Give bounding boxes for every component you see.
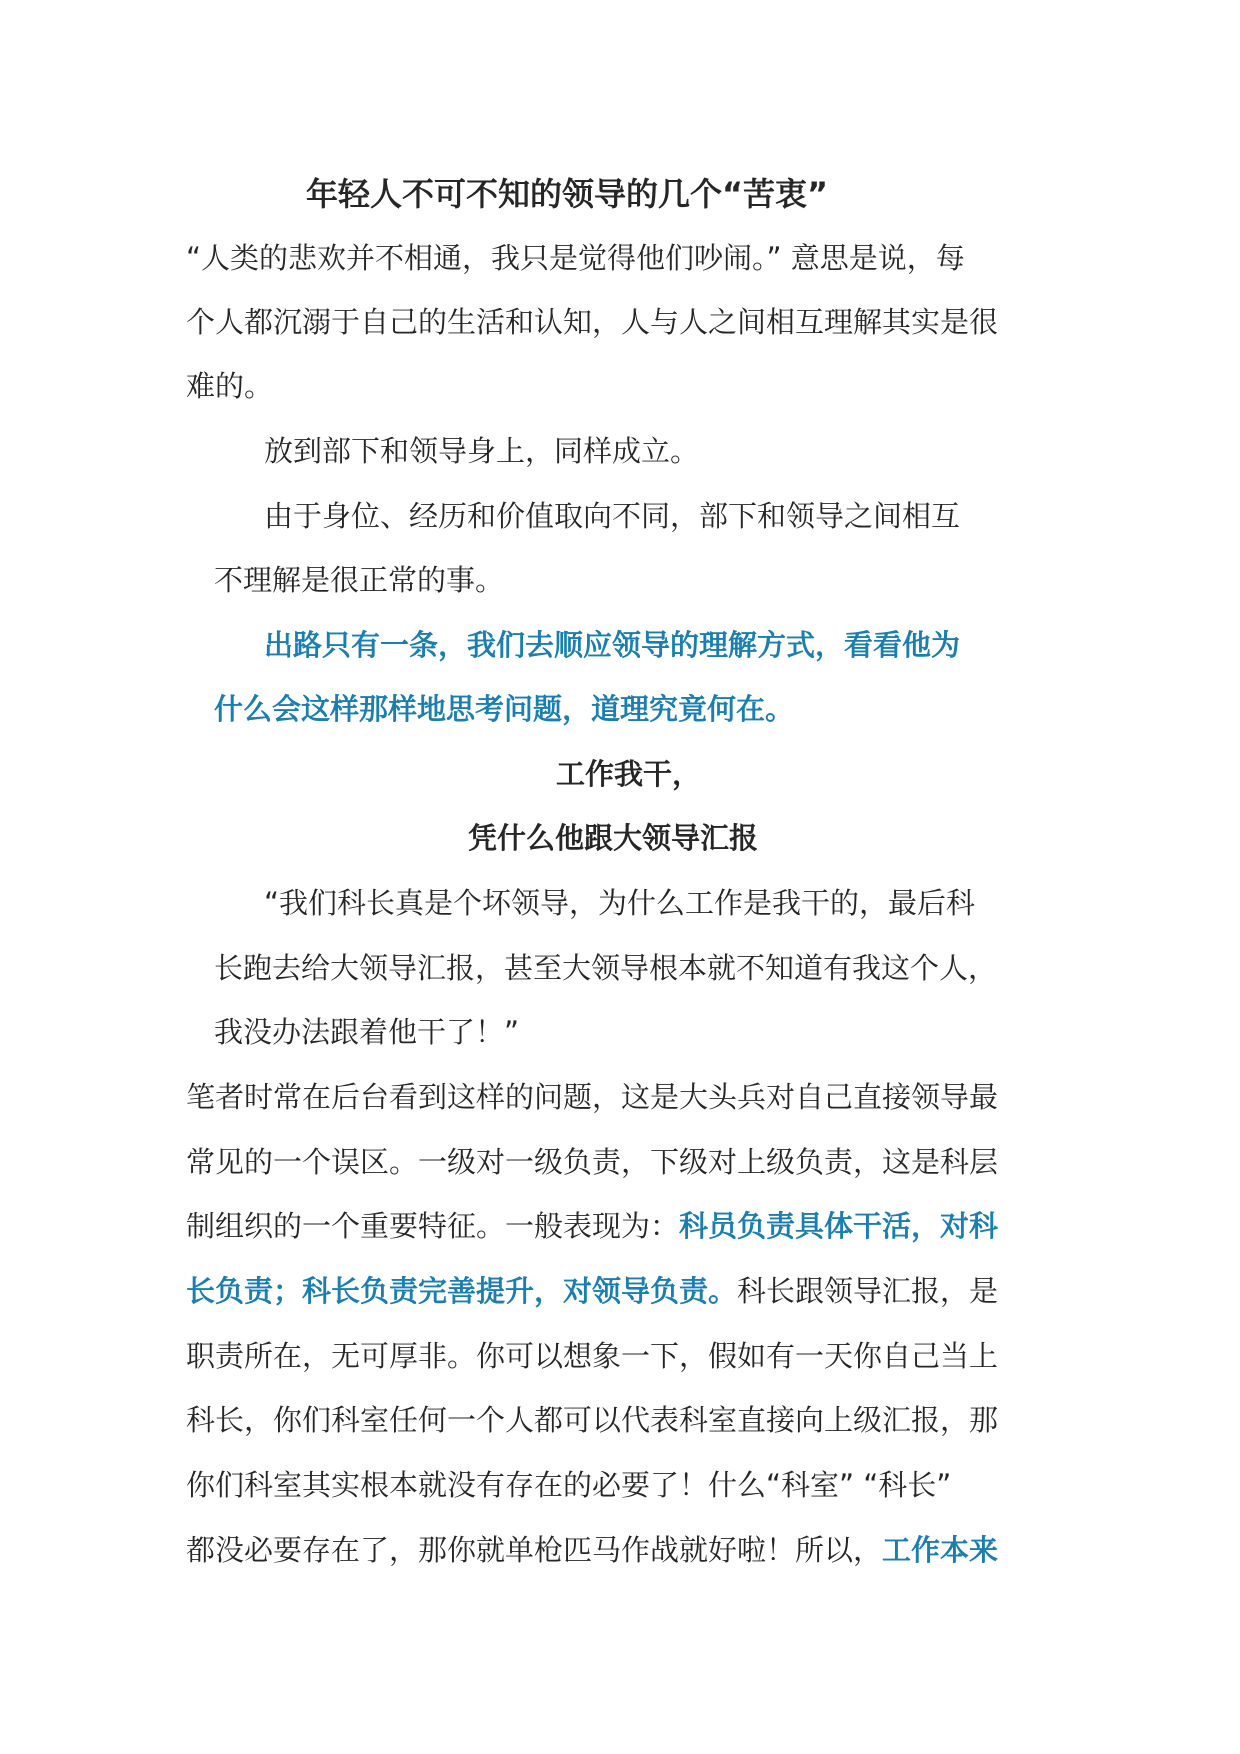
document-title: 年轻人不可不知的领导的几个“苦衷”	[306, 175, 829, 213]
highlight-paragraph-line-1: 出路只有一条，我们去顺应领导的理解方式，看看他为	[264, 628, 961, 662]
body-line-8-text: 都没必要存在了，那你就单枪匹马作战就好啦！所以，	[186, 1533, 883, 1567]
quote-line-1: “我们科长真是个坏领导，为什么工作是我干的，最后科	[264, 886, 976, 920]
body-line-8-highlight: 工作本来	[882, 1533, 999, 1567]
highlight-paragraph-line-2: 什么会这样那样地思考问题，道理究竟何在。	[214, 692, 795, 726]
body-line-7: 你们科室其实根本就没有存在的必要了！什么“科室” “科长”	[186, 1468, 952, 1502]
body-line-3	[186, 1206, 998, 1246]
intro-line-1: “人类的悲欢并不相通，我只是觉得他们吵闹。” 意思是说，每	[186, 241, 965, 275]
intro-line-3: 难的。	[186, 369, 274, 403]
body-line-1: 笔者时常在后台看到这样的问题，这是大头兵对自己直接领导最	[186, 1080, 999, 1114]
body-line-2: 常见的一个误区。一级对一级负责，下级对上级负责，这是科层	[186, 1145, 999, 1179]
paragraph-3-line-1: 由于身位、经历和价值取向不同，部下和领导之间相互	[264, 499, 961, 533]
body-line-6: 科长，你们科室任何一个人都可以代表科室直接向上级汇报，那	[186, 1403, 999, 1437]
body-line-4	[186, 1271, 998, 1311]
paragraph-2: 放到部下和领导身上，同样成立。	[264, 434, 700, 468]
body-line-3-highlight: 科员负责具体干活，对科	[679, 1209, 999, 1243]
body-line-4-text: 科长跟领导汇报，是	[737, 1274, 999, 1308]
paragraph-3-line-2: 不理解是很正常的事。	[214, 563, 505, 597]
subheading-line-1: 工作我干，	[556, 757, 702, 791]
intro-line-2: 个人都沉溺于自己的生活和认知，人与人之间相互理解其实是很	[186, 305, 999, 339]
body-line-8	[186, 1530, 998, 1570]
body-line-3-text: 制组织的一个重要特征。一般表现为：	[186, 1209, 680, 1243]
subheading-line-2: 凭什么他跟大领导汇报	[468, 821, 759, 855]
quote-line-2: 长跑去给大领导汇报，甚至大领导根本就不知道有我这个人，	[214, 951, 998, 985]
body-line-4-highlight: 长负责；科长负责完善提升，对领导负责。	[186, 1274, 738, 1308]
quote-line-3: 我没办法跟着他干了！”	[214, 1015, 520, 1049]
body-line-5: 职责所在，无可厚非。你可以想象一下，假如有一天你自己当上	[186, 1339, 999, 1373]
